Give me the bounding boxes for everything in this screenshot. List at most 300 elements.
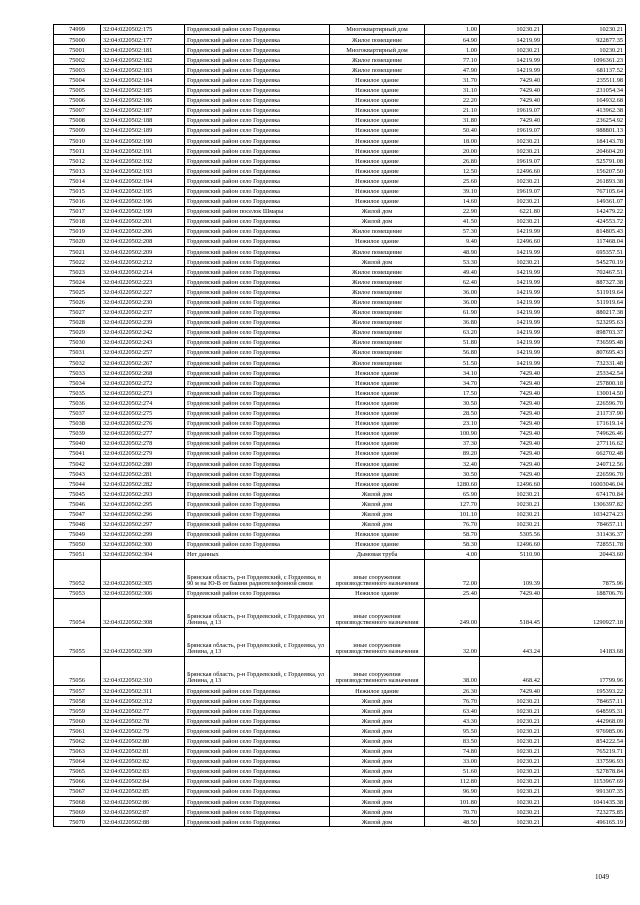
unit-cost-cell: 14219.99 <box>480 327 543 337</box>
cadastral-value-cell: 226596.70 <box>543 398 626 408</box>
cadastral-number-cell: 32:04:0220502:300 <box>101 539 185 549</box>
unit-cost-cell: 14219.99 <box>480 226 543 236</box>
table-row <box>54 686 626 696</box>
cadastral-value-cell: 226596.70 <box>543 469 626 479</box>
area-cell: 41.50 <box>425 216 480 226</box>
unit-cost-cell: 14219.99 <box>480 65 543 75</box>
area-cell: 76.70 <box>425 696 480 706</box>
row-number-cell: 75059 <box>54 706 101 716</box>
object-type-cell: Нежилое здание <box>330 428 425 438</box>
row-number-cell: 75021 <box>54 247 101 257</box>
row-number-cell: 75002 <box>54 55 101 65</box>
object-type-cell: Нежилое здание <box>330 378 425 388</box>
area-cell: 26.30 <box>425 686 480 696</box>
cadastral-number-cell: 32:04:0220502:208 <box>101 236 185 246</box>
cadastral-number-cell: 32:04:0220502:182 <box>101 55 185 65</box>
cadastral-value-cell: 880217.38 <box>543 307 626 317</box>
unit-cost-cell: 7429.40 <box>480 428 543 438</box>
address-cell: Гордеевский район село Гордеевка <box>185 95 330 105</box>
cadastral-value-cell: 976985.06 <box>543 726 626 736</box>
area-cell: 63.20 <box>425 327 480 337</box>
table-row <box>54 519 626 529</box>
table-row <box>54 35 626 45</box>
cadastral-number-cell: 32:04:0220502:86 <box>101 797 185 807</box>
unit-cost-cell: 7429.40 <box>480 588 543 598</box>
row-number-cell: 75006 <box>54 95 101 105</box>
cadastral-number-cell: 32:04:0220502:230 <box>101 297 185 307</box>
object-type-cell: Нежилое здание <box>330 438 425 448</box>
row-number-cell: 75020 <box>54 236 101 246</box>
row-number-cell: 75054 <box>54 599 101 628</box>
address-cell: Гордеевский район село Гордеевка <box>185 408 330 418</box>
object-type-cell: Нежилое здание <box>330 186 425 196</box>
unit-cost-cell: 7429.40 <box>480 388 543 398</box>
address-cell: Гордеевский район село Гордеевка <box>185 756 330 766</box>
object-type-cell: Жилое помещение <box>330 358 425 368</box>
object-type-cell: Нежилое здание <box>330 368 425 378</box>
address-cell: Брянская область, р-н Гордеевский, с Гордеевка, ул Ленина, д 13 <box>185 657 330 686</box>
unit-cost-cell: 14219.99 <box>480 297 543 307</box>
area-cell: 14.60 <box>425 196 480 206</box>
cadastral-number-cell: 32:04:0220502:227 <box>101 287 185 297</box>
object-type-cell: Нежилое здание <box>330 539 425 549</box>
table-row <box>54 398 626 408</box>
unit-cost-cell: 7429.40 <box>480 95 543 105</box>
cadastral-value-cell: 525791.08 <box>543 156 626 166</box>
cadastral-value-cell: 188706.76 <box>543 588 626 598</box>
cadastral-value-cell: 10230.21 <box>543 25 626 35</box>
address-cell: Гордеевский район село Гордеевка <box>185 388 330 398</box>
cadastral-number-cell: 32:04:0220502:242 <box>101 327 185 337</box>
cadastral-value-cell: 648595.31 <box>543 706 626 716</box>
unit-cost-cell: 14219.99 <box>480 267 543 277</box>
object-type-cell: Нежилое здание <box>330 529 425 539</box>
area-cell: 64.90 <box>425 35 480 45</box>
unit-cost-cell: 10230.21 <box>480 716 543 726</box>
area-cell: 100.90 <box>425 428 480 438</box>
cadastral-value-cell: 1034274.23 <box>543 509 626 519</box>
object-type-cell: Жилой дом <box>330 696 425 706</box>
address-cell: Гордеевский район село Гордеевка <box>185 166 330 176</box>
cadastral-value-cell: 156207.50 <box>543 166 626 176</box>
table-body <box>54 25 626 827</box>
unit-cost-cell: 14219.99 <box>480 348 543 358</box>
row-number-cell: 75036 <box>54 398 101 408</box>
unit-cost-cell: 7429.40 <box>480 378 543 388</box>
cadastral-value-cell: 749626.46 <box>543 428 626 438</box>
row-number-cell: 75046 <box>54 499 101 509</box>
address-cell: Гордеевский район село Гордеевка <box>185 216 330 226</box>
unit-cost-cell: 14219.99 <box>480 35 543 45</box>
address-cell: Гордеевский район село Гордеевка <box>185 226 330 236</box>
table-row <box>54 55 626 65</box>
table-row <box>54 408 626 418</box>
area-cell: 48.50 <box>425 817 480 827</box>
cadastral-number-cell: 32:04:0220502:175 <box>101 25 185 35</box>
table-row <box>54 287 626 297</box>
row-number-cell: 75039 <box>54 428 101 438</box>
cadastral-number-cell: 32:04:0220502:81 <box>101 746 185 756</box>
unit-cost-cell: 10230.21 <box>480 787 543 797</box>
object-type-cell: Нежилое здание <box>330 166 425 176</box>
address-cell: Гордеевский район село Гордеевка <box>185 469 330 479</box>
cadastral-number-cell: 32:04:0220502:77 <box>101 706 185 716</box>
unit-cost-cell: 14219.99 <box>480 337 543 347</box>
cadastral-value-cell: 1290927.18 <box>543 599 626 628</box>
object-type-cell: Нежилое здание <box>330 398 425 408</box>
address-cell: Гордеевский район село Гордеевка <box>185 146 330 156</box>
row-number-cell: 75069 <box>54 807 101 817</box>
table-row <box>54 539 626 549</box>
area-cell: 56.80 <box>425 348 480 358</box>
object-type-cell: Дымовая труба <box>330 549 425 559</box>
table-row <box>54 696 626 706</box>
table-row <box>54 257 626 267</box>
table-row <box>54 746 626 756</box>
cadastral-value-cell: 807695.43 <box>543 348 626 358</box>
unit-cost-cell: 443.24 <box>480 628 543 657</box>
table-row <box>54 459 626 469</box>
address-cell: Гордеевский район село Гордеевка <box>185 337 330 347</box>
object-type-cell: Жилой дом <box>330 706 425 716</box>
object-type-cell: Нежилое здание <box>330 418 425 428</box>
row-number-cell: 75032 <box>54 358 101 368</box>
cadastral-value-cell: 988801.13 <box>543 125 626 135</box>
cadastral-number-cell: 32:04:0220502:275 <box>101 408 185 418</box>
table-row <box>54 136 626 146</box>
table-row <box>54 95 626 105</box>
area-cell: 28.50 <box>425 408 480 418</box>
row-number-cell: 75044 <box>54 479 101 489</box>
area-cell: 25.40 <box>425 588 480 598</box>
cadastral-number-cell: 32:04:0220502:80 <box>101 736 185 746</box>
table-row <box>54 657 626 686</box>
row-number-cell: 75013 <box>54 166 101 176</box>
object-type-cell: Нежилое здание <box>330 588 425 598</box>
address-cell: Гордеевский район село Гордеевка <box>185 539 330 549</box>
cadastral-value-cell: 14183.68 <box>543 628 626 657</box>
address-cell: Гордеевский район село Гордеевка <box>185 398 330 408</box>
object-type-cell: Нежилое здание <box>330 105 425 115</box>
object-type-cell: Нежилое здание <box>330 176 425 186</box>
area-cell: 34.70 <box>425 378 480 388</box>
cadastral-number-cell: 32:04:0220502:209 <box>101 247 185 257</box>
area-cell: 96.90 <box>425 787 480 797</box>
object-type-cell: Жилое помещение <box>330 297 425 307</box>
cadastral-number-cell: 32:04:0220502:293 <box>101 489 185 499</box>
row-number-cell: 75048 <box>54 519 101 529</box>
cadastral-value-cell: 765219.71 <box>543 746 626 756</box>
address-cell: Гордеевский район село Гордеевка <box>185 297 330 307</box>
table-row <box>54 756 626 766</box>
cadastral-value-cell: 195393.22 <box>543 686 626 696</box>
unit-cost-cell: 10230.21 <box>480 257 543 267</box>
table-row <box>54 549 626 559</box>
object-type-cell: иные сооружения производственного назначения <box>330 657 425 686</box>
table-row <box>54 166 626 176</box>
cadastral-value-cell: 277116.62 <box>543 438 626 448</box>
cadastral-value-cell: 511919.64 <box>543 287 626 297</box>
unit-cost-cell: 10230.21 <box>480 776 543 786</box>
table-row <box>54 529 626 539</box>
cadastral-number-cell: 32:04:0220502:279 <box>101 448 185 458</box>
table-row <box>54 378 626 388</box>
cadastral-value-cell: 20443.60 <box>543 549 626 559</box>
table-row <box>54 489 626 499</box>
address-cell: Гордеевский район село Гордеевка <box>185 287 330 297</box>
address-cell: Гордеевский район село Гордеевка <box>185 236 330 246</box>
object-type-cell: Жилое помещение <box>330 307 425 317</box>
cadastral-value-cell: 442968.09 <box>543 716 626 726</box>
cadastral-number-cell: 32:04:0220502:193 <box>101 166 185 176</box>
cadastral-value-cell: 527878.84 <box>543 766 626 776</box>
row-number-cell: 75066 <box>54 776 101 786</box>
area-cell: 31.80 <box>425 115 480 125</box>
unit-cost-cell: 14219.99 <box>480 287 543 297</box>
object-type-cell: Жилое помещение <box>330 226 425 236</box>
cadastral-value-cell: 253342.54 <box>543 368 626 378</box>
object-type-cell: Нежилое здание <box>330 408 425 418</box>
cadastral-number-cell: 32:04:0220502:308 <box>101 599 185 628</box>
table-row <box>54 317 626 327</box>
address-cell: Гордеевский район село Гордеевка <box>185 307 330 317</box>
address-cell: Гордеевский район село Гордеевка <box>185 428 330 438</box>
address-cell: Гордеевский район село Гордеевка <box>185 45 330 55</box>
row-number-cell: 75031 <box>54 348 101 358</box>
address-cell: Гордеевский район село Гордеевка <box>185 176 330 186</box>
object-type-cell: иные сооружения производственного назначения <box>330 559 425 588</box>
row-number-cell: 75050 <box>54 539 101 549</box>
table-row <box>54 25 626 35</box>
row-number-cell: 75042 <box>54 459 101 469</box>
area-cell: 32.40 <box>425 459 480 469</box>
address-cell: Гордеевский район село Гордеевка <box>185 257 330 267</box>
area-cell: 36.00 <box>425 297 480 307</box>
address-cell: Гордеевский район село Гордеевка <box>185 25 330 35</box>
area-cell: 1280.60 <box>425 479 480 489</box>
cadastral-number-cell: 32:04:0220502:268 <box>101 368 185 378</box>
cadastral-number-cell: 32:04:0220502:85 <box>101 787 185 797</box>
cadastral-number-cell: 32:04:0220502:278 <box>101 438 185 448</box>
table-row <box>54 236 626 246</box>
row-number-cell: 75051 <box>54 549 101 559</box>
cadastral-value-cell: 767105.64 <box>543 186 626 196</box>
cadastral-number-cell: 32:04:0220502:191 <box>101 146 185 156</box>
cadastral-number-cell: 32:04:0220502:312 <box>101 696 185 706</box>
cadastral-value-cell: 235511.98 <box>543 75 626 85</box>
unit-cost-cell: 7429.40 <box>480 115 543 125</box>
table-row <box>54 156 626 166</box>
address-cell: Гордеевский район село Гордеевка <box>185 817 330 827</box>
row-number-cell: 75000 <box>54 35 101 45</box>
unit-cost-cell: 10230.21 <box>480 176 543 186</box>
area-cell: 18.00 <box>425 136 480 146</box>
page-number: 1049 <box>595 873 609 881</box>
table-row <box>54 226 626 236</box>
area-cell: 65.90 <box>425 489 480 499</box>
cadastral-value-cell: 149361.07 <box>543 196 626 206</box>
cadastral-value-cell: 311436.37 <box>543 529 626 539</box>
object-type-cell: Жилой дом <box>330 787 425 797</box>
area-cell: 70.70 <box>425 807 480 817</box>
cadastral-number-cell: 32:04:0220502:280 <box>101 459 185 469</box>
object-type-cell: Нежилое здание <box>330 388 425 398</box>
area-cell: 101.10 <box>425 509 480 519</box>
row-number-cell: 75023 <box>54 267 101 277</box>
cadastral-value-cell: 702467.51 <box>543 267 626 277</box>
unit-cost-cell: 19619.07 <box>480 105 543 115</box>
cadastral-number-cell: 32:04:0220502:239 <box>101 317 185 327</box>
unit-cost-cell: 7429.40 <box>480 469 543 479</box>
object-type-cell: Жилой дом <box>330 499 425 509</box>
unit-cost-cell: 10230.21 <box>480 736 543 746</box>
object-type-cell: Жилой дом <box>330 206 425 216</box>
row-number-cell: 75017 <box>54 206 101 216</box>
address-cell: Гордеевский район село Гордеевка <box>185 766 330 776</box>
table-row <box>54 115 626 125</box>
unit-cost-cell: 14219.99 <box>480 317 543 327</box>
row-number-cell: 75055 <box>54 628 101 657</box>
area-cell: 1.00 <box>425 45 480 55</box>
row-number-cell: 75068 <box>54 797 101 807</box>
area-cell: 4.00 <box>425 549 480 559</box>
cadastral-number-cell: 32:04:0220502:190 <box>101 136 185 146</box>
address-cell: Гордеевский район село Гордеевка <box>185 479 330 489</box>
table-row <box>54 479 626 489</box>
address-cell: Гордеевский район село Гордеевка <box>185 277 330 287</box>
cadastral-value-cell: 204604.20 <box>543 146 626 156</box>
area-cell: 50.40 <box>425 125 480 135</box>
object-type-cell: Нежилое здание <box>330 146 425 156</box>
cadastral-number-cell: 32:04:0220502:305 <box>101 559 185 588</box>
row-number-cell: 75057 <box>54 686 101 696</box>
area-cell: 36.00 <box>425 287 480 297</box>
cadastral-value-cell: 236254.92 <box>543 115 626 125</box>
cadastral-value-cell: 130014.50 <box>543 388 626 398</box>
cadastral-number-cell: 32:04:0220502:181 <box>101 45 185 55</box>
area-cell: 30.50 <box>425 469 480 479</box>
area-cell: 9.40 <box>425 236 480 246</box>
cadastral-value-cell: 898703.37 <box>543 327 626 337</box>
cadastral-value-table <box>53 24 626 827</box>
area-cell: 22.90 <box>425 206 480 216</box>
cadastral-value-cell: 10230.21 <box>543 45 626 55</box>
cadastral-number-cell: 32:04:0220502:83 <box>101 766 185 776</box>
cadastral-number-cell: 32:04:0220502:184 <box>101 75 185 85</box>
area-cell: 43.30 <box>425 716 480 726</box>
row-number-cell: 75018 <box>54 216 101 226</box>
table-row <box>54 418 626 428</box>
cadastral-value-cell: 991307.35 <box>543 787 626 797</box>
area-cell: 31.70 <box>425 75 480 85</box>
object-type-cell: Жилое помещение <box>330 247 425 257</box>
cadastral-value-cell: 1096361.23 <box>543 55 626 65</box>
area-cell: 32.00 <box>425 628 480 657</box>
unit-cost-cell: 10230.21 <box>480 817 543 827</box>
address-cell: Гордеевский район село Гордеевка <box>185 489 330 499</box>
table-row <box>54 807 626 817</box>
row-number-cell: 75045 <box>54 489 101 499</box>
area-cell: 72.00 <box>425 559 480 588</box>
cadastral-number-cell: 32:04:0220502:306 <box>101 588 185 598</box>
unit-cost-cell: 12496.60 <box>480 236 543 246</box>
unit-cost-cell: 10230.21 <box>480 766 543 776</box>
object-type-cell: Нежилое здание <box>330 156 425 166</box>
object-type-cell: Жилой дом <box>330 489 425 499</box>
object-type-cell: Жилое помещение <box>330 55 425 65</box>
unit-cost-cell: 14219.99 <box>480 55 543 65</box>
cadastral-number-cell: 32:04:0220502:84 <box>101 776 185 786</box>
area-cell: 89.20 <box>425 448 480 458</box>
object-type-cell: Многоквартирный дом <box>330 25 425 35</box>
cadastral-value-cell: 511919.64 <box>543 297 626 307</box>
unit-cost-cell: 10230.21 <box>480 696 543 706</box>
cadastral-number-cell: 32:04:0220502:276 <box>101 418 185 428</box>
unit-cost-cell: 7429.40 <box>480 75 543 85</box>
address-cell: Гордеевский район село Гордеевка <box>185 448 330 458</box>
cadastral-value-cell: 545270.19 <box>543 257 626 267</box>
address-cell: Гордеевский район село Гордеевка <box>185 418 330 428</box>
area-cell: 37.30 <box>425 438 480 448</box>
cadastral-number-cell: 32:04:0220502:267 <box>101 358 185 368</box>
area-cell: 49.40 <box>425 267 480 277</box>
table-row <box>54 766 626 776</box>
row-number-cell: 75065 <box>54 766 101 776</box>
object-type-cell: Жилое помещение <box>330 267 425 277</box>
unit-cost-cell: 7429.40 <box>480 85 543 95</box>
unit-cost-cell: 10230.21 <box>480 756 543 766</box>
cadastral-number-cell: 32:04:0220502:186 <box>101 95 185 105</box>
object-type-cell: Жилой дом <box>330 736 425 746</box>
address-cell: Гордеевский район село Гордеевка <box>185 378 330 388</box>
cadastral-number-cell: 32:04:0220502:199 <box>101 206 185 216</box>
cadastral-number-cell: 32:04:0220502:311 <box>101 686 185 696</box>
cadastral-value-cell: 424553.72 <box>543 216 626 226</box>
table-row <box>54 75 626 85</box>
table-row <box>54 787 626 797</box>
cadastral-number-cell: 32:04:0220502:201 <box>101 216 185 226</box>
cadastral-number-cell: 32:04:0220502:295 <box>101 499 185 509</box>
cadastral-value-cell: 117468.04 <box>543 236 626 246</box>
unit-cost-cell: 14219.99 <box>480 307 543 317</box>
table-row <box>54 736 626 746</box>
cadastral-value-cell: 814805.43 <box>543 226 626 236</box>
cadastral-number-cell: 32:04:0220502:189 <box>101 125 185 135</box>
address-cell: Гордеевский район село Гордеевка <box>185 807 330 817</box>
address-cell: Гордеевский район село Гордеевка <box>185 519 330 529</box>
area-cell: 76.70 <box>425 519 480 529</box>
row-number-cell: 75033 <box>54 368 101 378</box>
cadastral-number-cell: 32:04:0220502:177 <box>101 35 185 45</box>
cadastral-value-cell: 887327.38 <box>543 277 626 287</box>
object-type-cell: Жилое помещение <box>330 337 425 347</box>
row-number-cell: 75007 <box>54 105 101 115</box>
unit-cost-cell: 5184.45 <box>480 599 543 628</box>
row-number-cell: 75063 <box>54 746 101 756</box>
table-row <box>54 499 626 509</box>
cadastral-number-cell: 32:04:0220502:194 <box>101 176 185 186</box>
unit-cost-cell: 14219.99 <box>480 247 543 257</box>
address-cell: Гордеевский район село Гордеевка <box>185 267 330 277</box>
unit-cost-cell: 10230.21 <box>480 797 543 807</box>
area-cell: 31.10 <box>425 85 480 95</box>
row-number-cell: 75043 <box>54 469 101 479</box>
unit-cost-cell: 19619.07 <box>480 156 543 166</box>
row-number-cell: 75040 <box>54 438 101 448</box>
address-cell: Гордеевский район село Гордеевка <box>185 196 330 206</box>
address-cell: Гордеевский район село Гордеевка <box>185 247 330 257</box>
object-type-cell: Жилой дом <box>330 519 425 529</box>
